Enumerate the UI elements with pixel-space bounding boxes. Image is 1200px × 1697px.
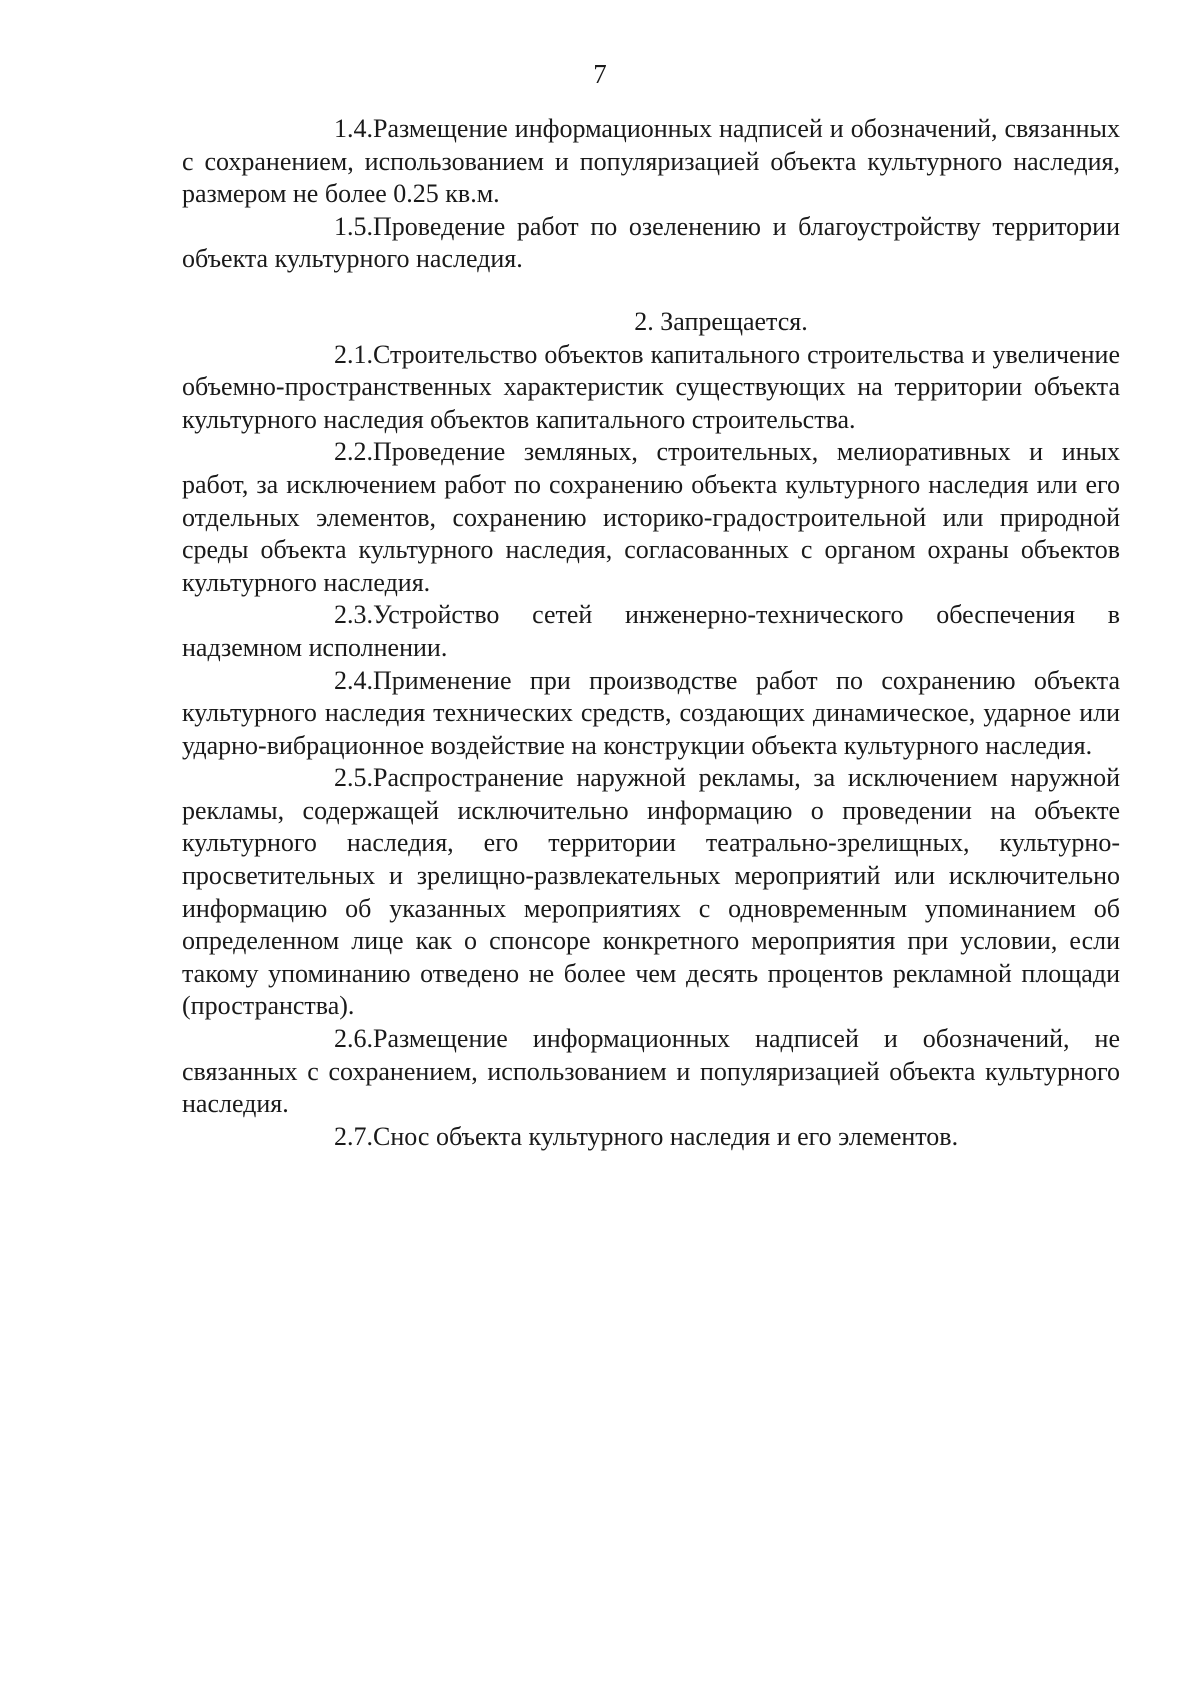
section-heading: 2. Запрещается. xyxy=(634,306,808,336)
item-number: 2.1. xyxy=(334,339,373,369)
item-number: 2.5. xyxy=(334,763,373,793)
document-body xyxy=(182,113,1120,1153)
paragraph-2-5 xyxy=(182,762,1120,1023)
item-text: Снос объекта культурного наследия и его элементов. xyxy=(373,1121,959,1151)
item-text: Проведение работ по озеленению и благоустройству территории объекта культурного наследия. xyxy=(182,211,1120,274)
item-number: 1.4. xyxy=(334,114,373,143)
item-number: 1.5. xyxy=(334,211,373,241)
item-number: 2.3. xyxy=(334,600,373,630)
paragraph-2-7 xyxy=(182,1121,1120,1154)
item-number: 2.7. xyxy=(334,1121,373,1151)
paragraph-2-3 xyxy=(182,599,1120,664)
paragraph-2-2 xyxy=(182,436,1120,599)
item-text: Размещение информационных надписей и обозначений, связанных с сохранением, использованием и популяризацией объекта культурного наследия, размером не более 0.25 кв.м. xyxy=(182,114,1120,209)
paragraph-2-4 xyxy=(182,665,1120,763)
item-text: Проведение земляных, строительных, мелиоративных и иных работ, за исключением работ по сохранению объекта культурного наследия или его отдельных элементов, сохранению историко-градостроительной или природной среды объекта культурного наследия, согласованных с органом охраны объектов культурного наследия. xyxy=(182,437,1120,597)
paragraph-2-6 xyxy=(182,1023,1120,1121)
paragraph-1-4 xyxy=(182,113,1120,211)
item-number: 2.6. xyxy=(334,1024,373,1054)
item-text: Распространение наружной рекламы, за исключением наружной рекламы, содержащей исключительно информацию о проведении на объекте культурного наследия, его территории театрально-зрелищных, культурно-просветительных и зрелищно-развлекательных мероприятий или исключительно информацию об указанных мероприятиях с одновременным упоминанием об определенном лице как о спонсоре конкретного мероприятия при условии, если такому упоминанию отведено не более чем десять процентов рекламной площади (пространства). xyxy=(182,763,1120,1021)
page-number: 7 xyxy=(593,59,607,89)
item-text: Строительство объектов капитального строительства и увеличение объемно-пространственных характеристик существующих на территории объекта культурного наследия объектов капитального строительства. xyxy=(182,339,1120,434)
paragraph-2-1 xyxy=(182,339,1120,437)
item-text: Применение при производстве работ по сохранению объекта культурного наследия технических средств, создающих динамическое, ударное или ударно-вибрационное воздействие на конструкции объекта культурного наследия. xyxy=(182,665,1120,760)
item-text: Размещение информационных надписей и обозначений, не связанных с сохранением, использованием и популяризацией объекта культурного наследия. xyxy=(182,1024,1120,1119)
item-text: Устройство сетей инженерно-технического обеспечения в надземном исполнении. xyxy=(182,600,1120,662)
paragraph-1-5 xyxy=(182,211,1120,276)
item-number: 2.4. xyxy=(334,665,373,695)
item-number: 2.2. xyxy=(334,437,373,467)
